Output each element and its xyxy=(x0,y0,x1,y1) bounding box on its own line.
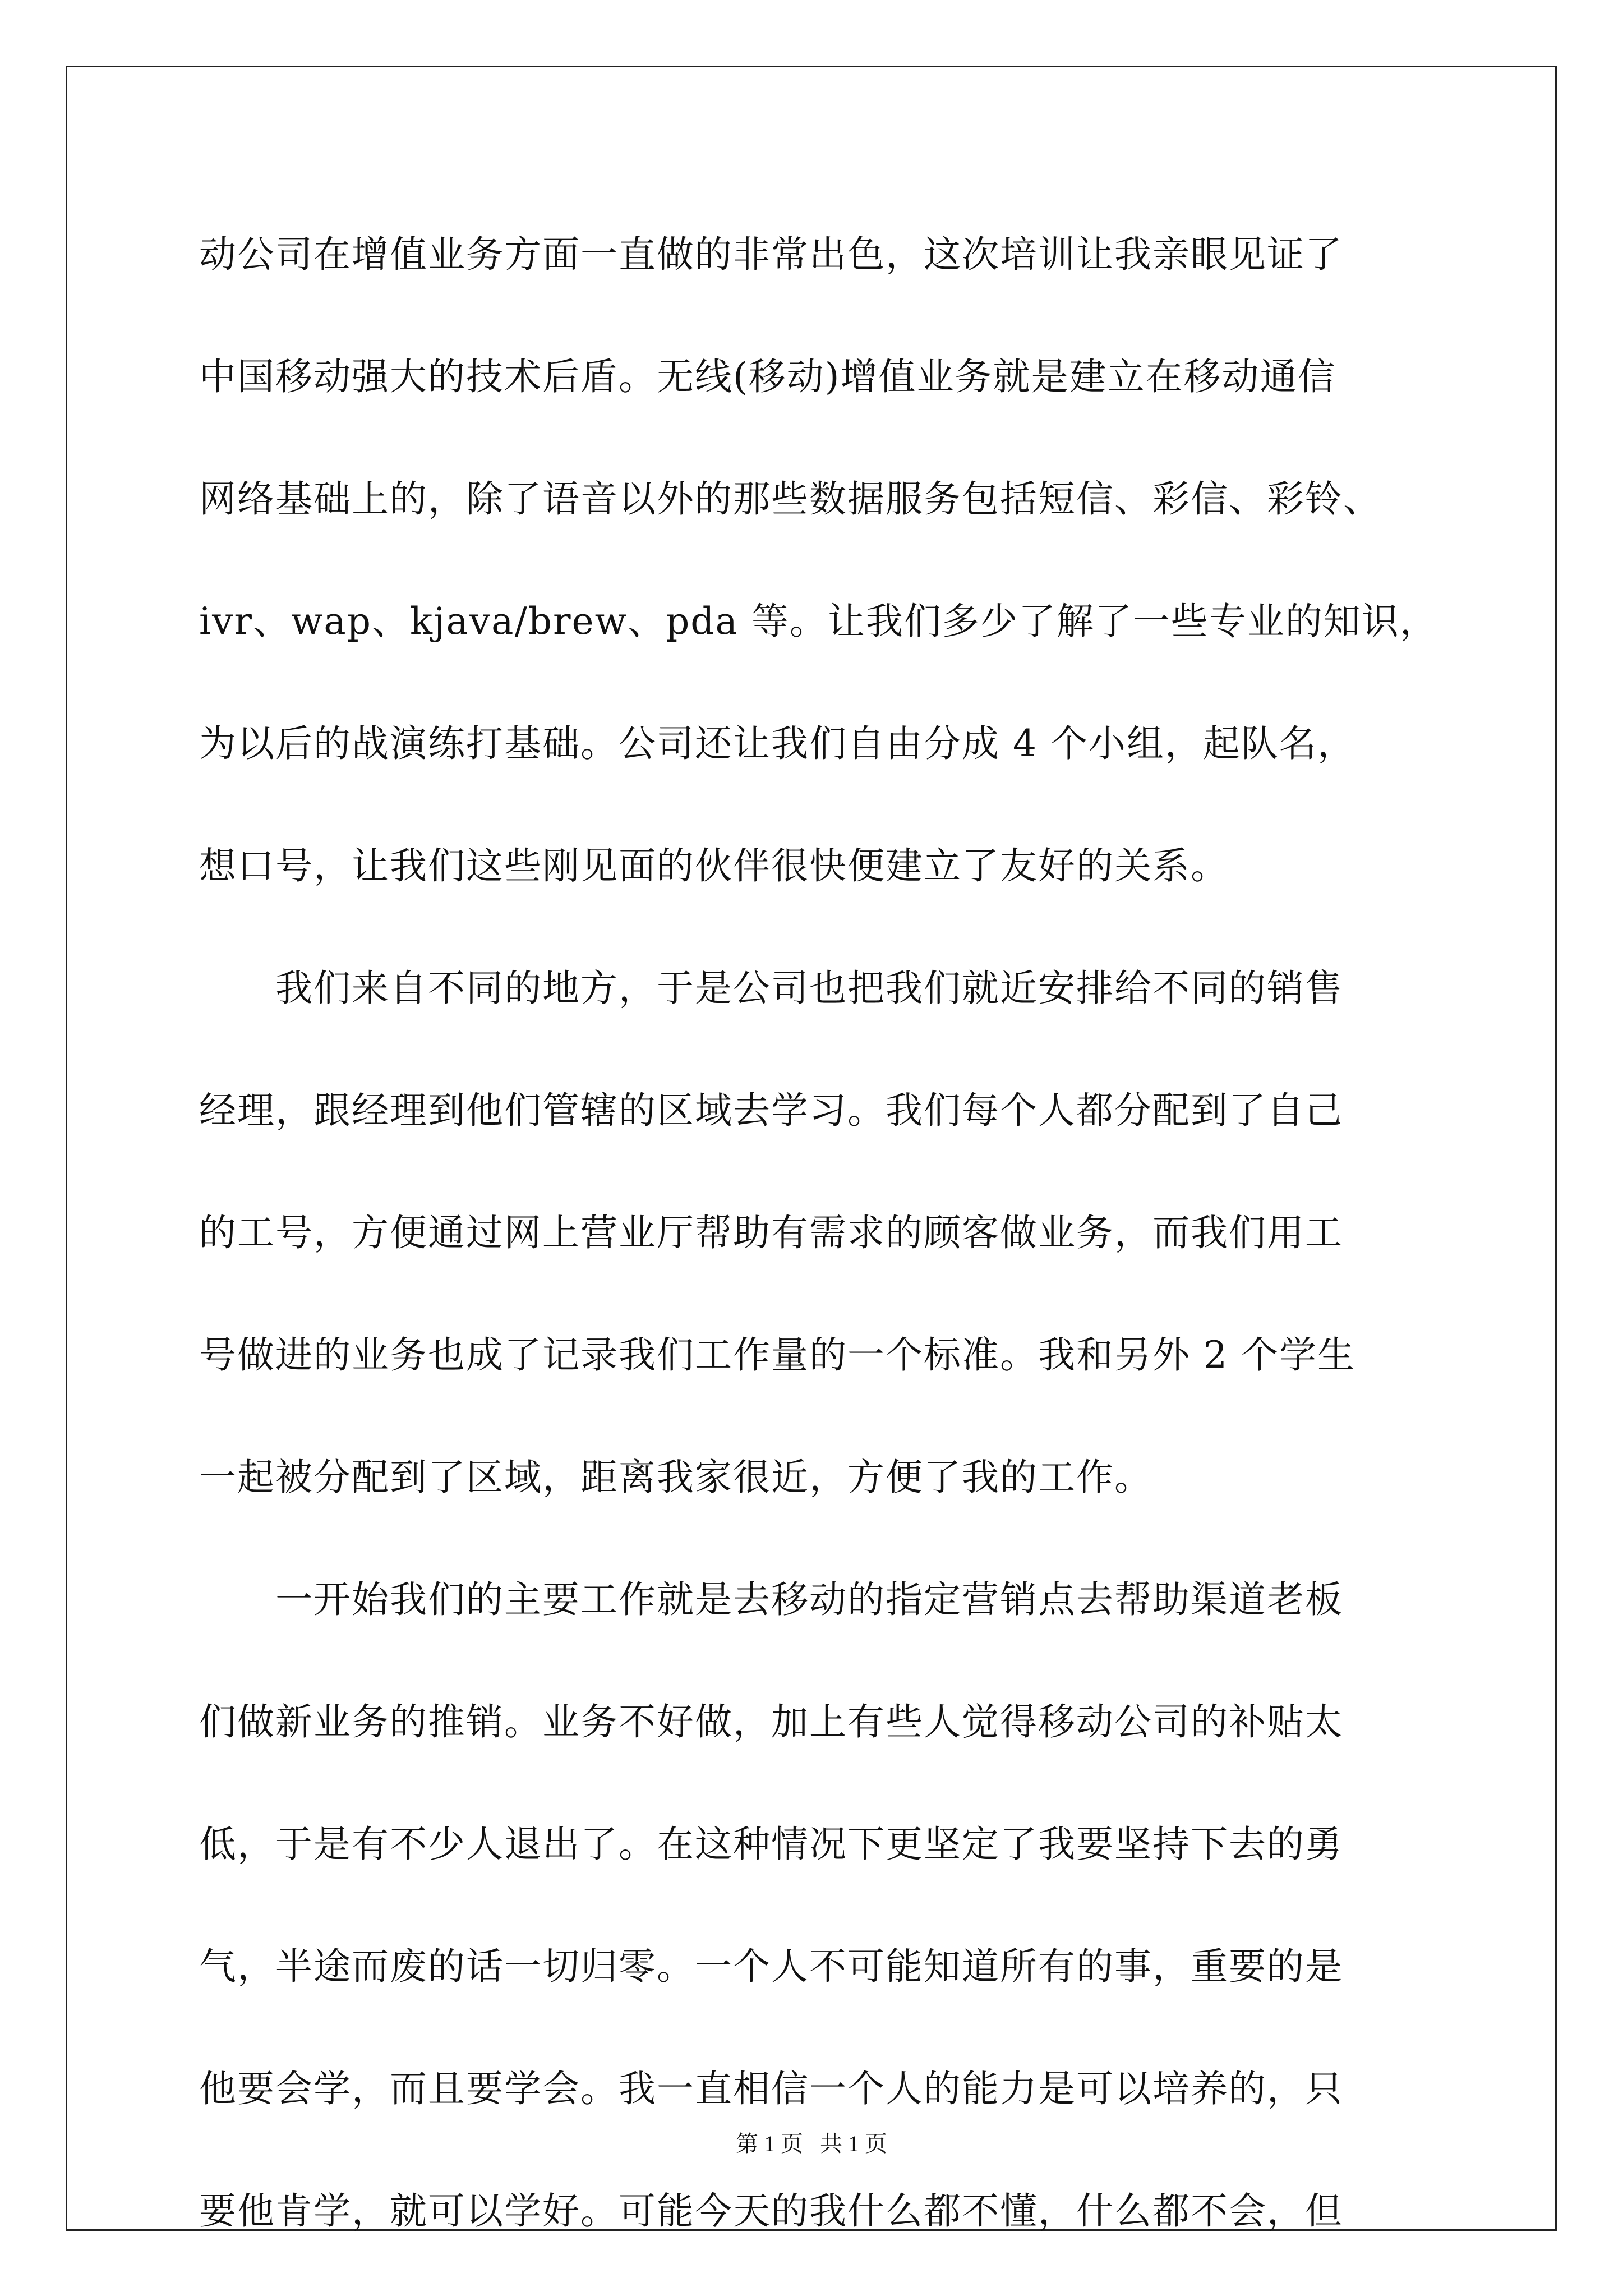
text-line: 中国移动强大的技术后盾。无线(移动)增值业务就是建立在移动通信 xyxy=(199,355,1336,398)
text-line: 们做新业务的推销。业务不好做，加上有些人觉得移动公司的补贴太 xyxy=(199,1700,1343,1743)
paragraph-3 xyxy=(199,1539,1433,2272)
document-body xyxy=(199,194,1438,2272)
text-line: 一起被分配到了区域，距离我家很近，方便了我的工作。 xyxy=(199,1456,1152,1499)
text-line: 我们来自不同的地方，于是公司也把我们就近安排给不同的销售 xyxy=(199,967,1343,1010)
text-line: 一开始我们的主要工作就是去移动的指定营销点去帮助渠道老板 xyxy=(199,1578,1343,1621)
page-total: 共 1 页 xyxy=(820,2131,887,2156)
page-number: 第 1 页 xyxy=(736,2131,803,2156)
text-line: 为以后的战演练打基础。公司还让我们自由分成 4 个小组，起队名， xyxy=(199,722,1355,765)
text-line: 号做进的业务也成了记录我们工作量的一个标准。我和另外 2 个学生 xyxy=(199,1333,1355,1377)
text-line: 想口号，让我们这些刚见面的伙伴很快便建立了友好的关系。 xyxy=(199,844,1229,887)
paragraph-2 xyxy=(199,927,1433,1539)
text-line: ivr、wap、kjava/brew、pda 等。让我们多少了解了一些专业的知识， xyxy=(199,600,1438,643)
page-footer xyxy=(0,2126,1623,2158)
text-line: 经理，跟经理到他们管辖的区域去学习。我们每个人都分配到了自己 xyxy=(199,1089,1343,1132)
text-line: 网络基础上的，除了语音以外的那些数据服务包括短信、彩信、彩铃、 xyxy=(199,477,1381,521)
text-line: 气，半途而废的话一切归零。一个人不可能知道所有的事，重要的是 xyxy=(199,1945,1343,1988)
text-line: 低，于是有不少人退出了。在这种情况下更坚定了我要坚持下去的勇 xyxy=(199,1823,1343,1866)
text-line: 要他肯学，就可以学好。可能今天的我什么都不懂，什么都不会，但 xyxy=(199,2189,1343,2233)
text-line: 他要会学，而且要学会。我一直相信一个人的能力是可以培养的，只 xyxy=(199,2067,1343,2110)
text-line: 动公司在增值业务方面一直做的非常出色，这次培训让我亲眼见证了 xyxy=(199,233,1343,276)
paragraph-1 xyxy=(199,194,1438,927)
text-line: 的工号，方便通过网上营业厅帮助有需求的顾客做业务，而我们用工 xyxy=(199,1211,1343,1254)
